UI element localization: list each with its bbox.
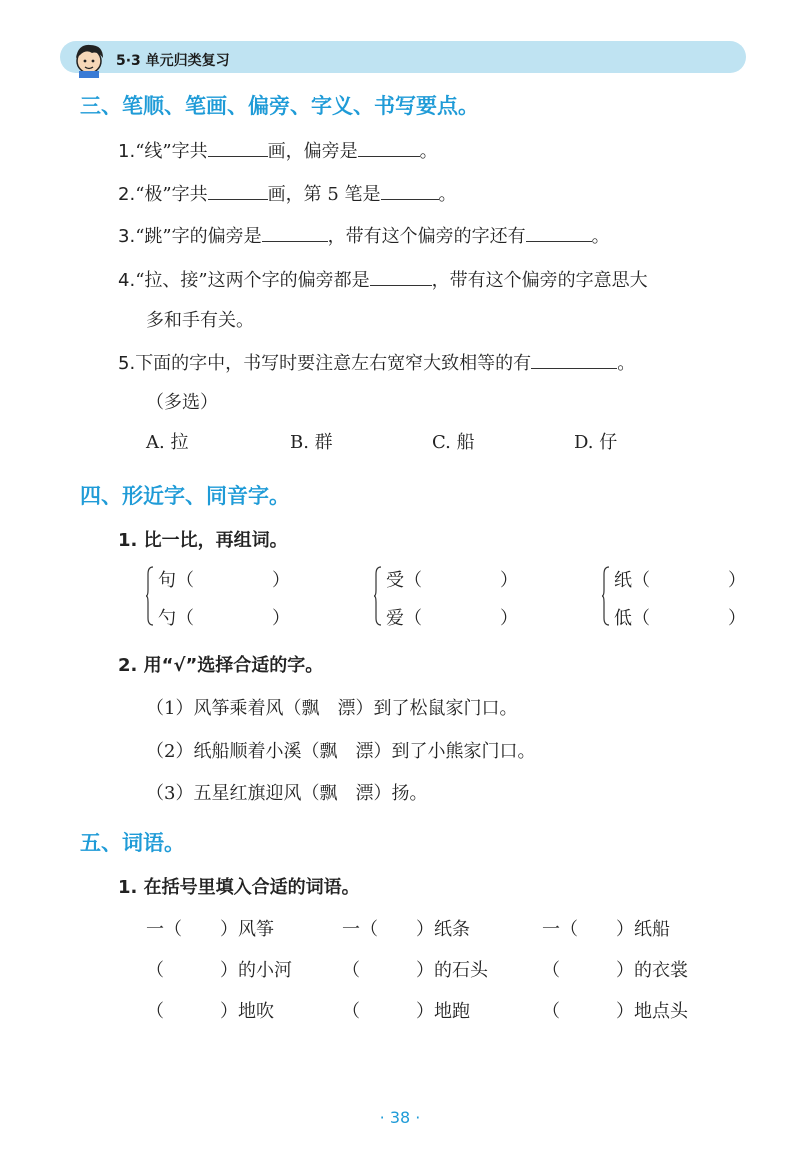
char-pair-2: 受（ 爱（ ） ） xyxy=(374,566,574,630)
answer-blank[interactable] xyxy=(370,267,432,286)
answer-blank[interactable] xyxy=(526,223,592,242)
pair-bottom: 勺（ xyxy=(158,608,194,629)
pair-bottom: 爱（ xyxy=(386,608,422,629)
fill-cell[interactable]: （ ）的小河 xyxy=(146,960,292,981)
option-d[interactable]: D. 仔 xyxy=(574,432,618,453)
choice-line-3[interactable]: （3）五星红旗迎风（飘 漂）扬。 xyxy=(146,783,428,804)
fill-cell[interactable]: （ ）地吹 xyxy=(146,1001,274,1022)
option-c[interactable]: C. 船 xyxy=(432,432,475,453)
answer-blank[interactable] xyxy=(381,181,439,200)
question-3-1: 1.“线”字共 画，偏旁是 。 xyxy=(118,137,438,163)
choice-line-1[interactable]: （1）风筝乘着风（飘 漂）到了松鼠家门口。 xyxy=(146,698,518,719)
brace-icon xyxy=(602,566,610,626)
section-3-title: 三、笔顺、笔画、偏旁、字义、书写要点。 xyxy=(80,94,479,118)
question-3-4-line2: 多和手有关。 xyxy=(146,310,254,331)
answer-blank[interactable] xyxy=(531,350,617,369)
section-4-title: 四、形近字、同音字。 xyxy=(80,484,290,508)
header-title: 5·3 单元归类复习 xyxy=(116,53,230,69)
answer-blank[interactable] xyxy=(358,138,420,157)
section-4-sub1: 1. 比一比，再组词。 xyxy=(118,530,288,551)
fill-cell[interactable]: 一（ ）纸船 xyxy=(542,919,670,940)
answer-blank[interactable] xyxy=(208,138,268,157)
question-3-3: 3.“跳”字的偏旁是 ，带有这个偏旁的字还有 。 xyxy=(118,222,610,248)
pair-top: 受（ xyxy=(386,570,422,591)
fill-cell[interactable]: （ ）的石头 xyxy=(342,960,488,981)
answer-blank[interactable] xyxy=(262,223,328,242)
fill-cell[interactable]: （ ）地跑 xyxy=(342,1001,470,1022)
question-3-5-note: （多选） xyxy=(146,392,218,413)
question-3-2: 2.“极”字共 画，第 5 笔是 。 xyxy=(118,180,457,206)
brace-icon xyxy=(146,566,154,626)
pair-top: 纸（ xyxy=(614,570,650,591)
section-5-sub1: 1. 在括号里填入合适的词语。 xyxy=(118,877,360,898)
fill-cell[interactable]: （ ）地点头 xyxy=(542,1001,688,1022)
fill-cell[interactable]: （ ）的衣裳 xyxy=(542,960,688,981)
question-3-4: 4.“拉、接”这两个字的偏旁都是 ，带有这个偏旁的字意思大 xyxy=(118,266,648,292)
brace-icon xyxy=(374,566,382,626)
fill-cell[interactable]: 一（ ）风筝 xyxy=(146,919,274,940)
option-a[interactable]: A. 拉 xyxy=(146,432,189,453)
pair-bottom: 低（ xyxy=(614,608,650,629)
question-3-5: 5.下面的字中，书写时要注意左右宽窄大致相等的有 。 xyxy=(118,349,635,375)
char-pair-1: 句（ 勺（ ） ） xyxy=(146,566,746,630)
pair-top: 句（ xyxy=(158,570,194,591)
section-4-sub2: 2. 用“√”选择合适的字。 xyxy=(118,655,324,676)
boy-mascot-icon xyxy=(70,40,108,78)
page-number: · 38 · xyxy=(379,1108,421,1127)
section-5-title: 五、词语。 xyxy=(80,831,185,855)
option-b[interactable]: B. 群 xyxy=(290,432,333,453)
char-pair-3: 纸（ 低（ ） ） xyxy=(602,566,762,630)
choice-line-2[interactable]: （2）纸船顺着小溪（飘 漂）到了小熊家门口。 xyxy=(146,741,536,762)
fill-cell[interactable]: 一（ ）纸条 xyxy=(342,919,470,940)
answer-blank[interactable] xyxy=(208,181,268,200)
